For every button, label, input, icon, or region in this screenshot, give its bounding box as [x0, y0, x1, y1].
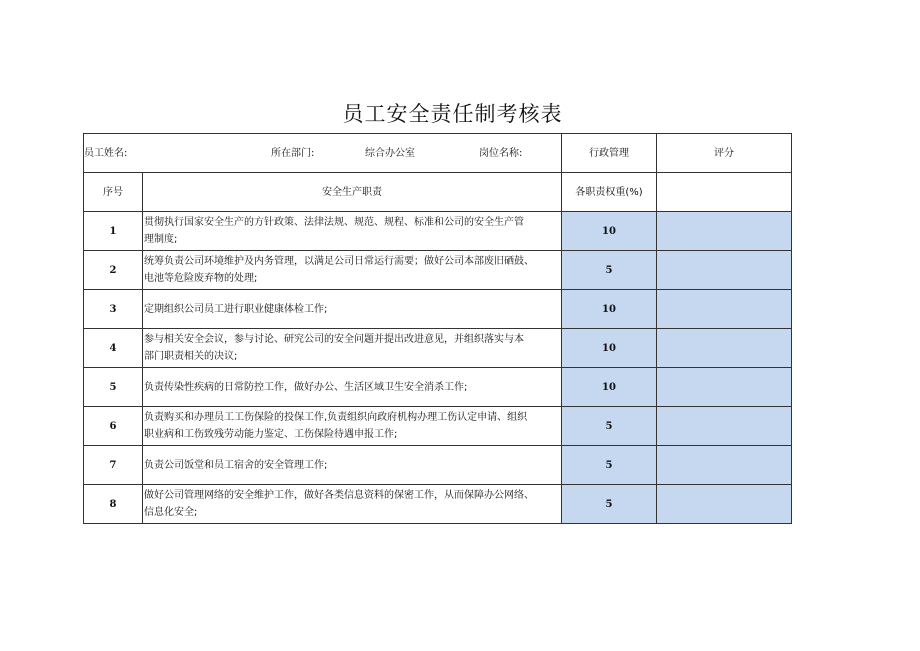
row-seq: 5 [84, 368, 143, 407]
row-seq: 8 [84, 485, 143, 524]
row-weight: 10 [562, 212, 657, 251]
row-duty [143, 290, 562, 329]
duty-line: 负责传染性疾病的日常防控工作，做好办公、生活区域卫生安全消杀工作; [144, 381, 468, 393]
row-seq: 3 [84, 290, 143, 329]
duty-line: 信息化安全; [144, 507, 198, 518]
row-weight: 10 [562, 329, 657, 368]
page-title: 员工安全责任制考核表 [342, 102, 563, 126]
row-score-input[interactable] [657, 251, 792, 290]
weight-header: 各职责权重(%) [562, 173, 657, 212]
row-duty [143, 485, 562, 524]
row-score-input[interactable] [657, 368, 792, 407]
score-header: 评分 [657, 134, 792, 173]
row-score-input[interactable] [657, 212, 792, 251]
seq-header: 序号 [84, 173, 143, 212]
row-duty [143, 446, 562, 485]
table-row [84, 251, 792, 290]
row-seq: 6 [84, 407, 143, 446]
row-weight: 10 [562, 368, 657, 407]
table-row [84, 290, 792, 329]
duty-line: 贯彻执行国家安全生产的方针政策、法律法规、规范、规程、标准和公司的安全生产管 [144, 217, 524, 228]
position-label: 岗位名称: [479, 148, 523, 159]
duty-line: 定期组织公司员工进行职业健康体检工作; [144, 303, 328, 315]
duty-line: 职业病和工伤致残劳动能力鉴定、工伤保险待遇申报工作; [144, 429, 398, 440]
row-weight: 5 [562, 446, 657, 485]
row-duty [143, 251, 562, 290]
row-score-input[interactable] [657, 485, 792, 524]
duty-line: 理制度; [144, 234, 178, 245]
duty-line: 部门职责相关的决议; [144, 351, 238, 362]
row-weight: 10 [562, 290, 657, 329]
row-weight: 5 [562, 251, 657, 290]
row-score-input[interactable] [657, 290, 792, 329]
department-value: 综合办公室 [365, 148, 415, 159]
info-cell [84, 134, 562, 173]
duty-line: 负责公司饭堂和员工宿舍的安全管理工作; [144, 459, 328, 471]
duty-line: 参与相关安全会议，参与讨论、研究公司的安全问题并提出改进意见，并组织落实与本 [144, 334, 524, 345]
column-header-row [84, 173, 792, 212]
table-row [84, 485, 792, 524]
row-score-input[interactable] [657, 407, 792, 446]
score-header-blank [657, 173, 792, 212]
row-score-input[interactable] [657, 329, 792, 368]
row-seq: 4 [84, 329, 143, 368]
row-seq: 7 [84, 446, 143, 485]
row-weight: 5 [562, 485, 657, 524]
row-duty [143, 212, 562, 251]
assessment-table [83, 133, 792, 524]
row-seq: 1 [84, 212, 143, 251]
employee-name-label: 员工姓名: [84, 148, 128, 159]
duty-line: 做好公司管理网络的安全维护工作，做好各类信息资料的保密工作，从而保障办公网络、 [144, 490, 534, 501]
row-seq: 2 [84, 251, 143, 290]
info-header-row [84, 134, 792, 173]
department-label: 所在部门: [271, 148, 315, 159]
duty-line: 电池等危险废弃物的处理; [144, 273, 258, 284]
position-value: 行政管理 [562, 134, 657, 173]
row-duty [143, 368, 562, 407]
table-row [84, 446, 792, 485]
row-duty [143, 407, 562, 446]
table-row [84, 407, 792, 446]
row-score-input[interactable] [657, 446, 792, 485]
table-row [84, 329, 792, 368]
duty-line: 负责购买和办理员工工伤保险的投保工作,负责组织向政府机构办理工伤认定申请、组织 [144, 412, 528, 423]
row-weight: 5 [562, 407, 657, 446]
table-row [84, 368, 792, 407]
duty-header: 安全生产职责 [143, 173, 562, 212]
duty-line: 统筹负责公司环境维护及内务管理，以满足公司日常运行需要；做好公司本部废旧硒鼓、 [144, 256, 534, 267]
table-row [84, 212, 792, 251]
row-duty [143, 329, 562, 368]
